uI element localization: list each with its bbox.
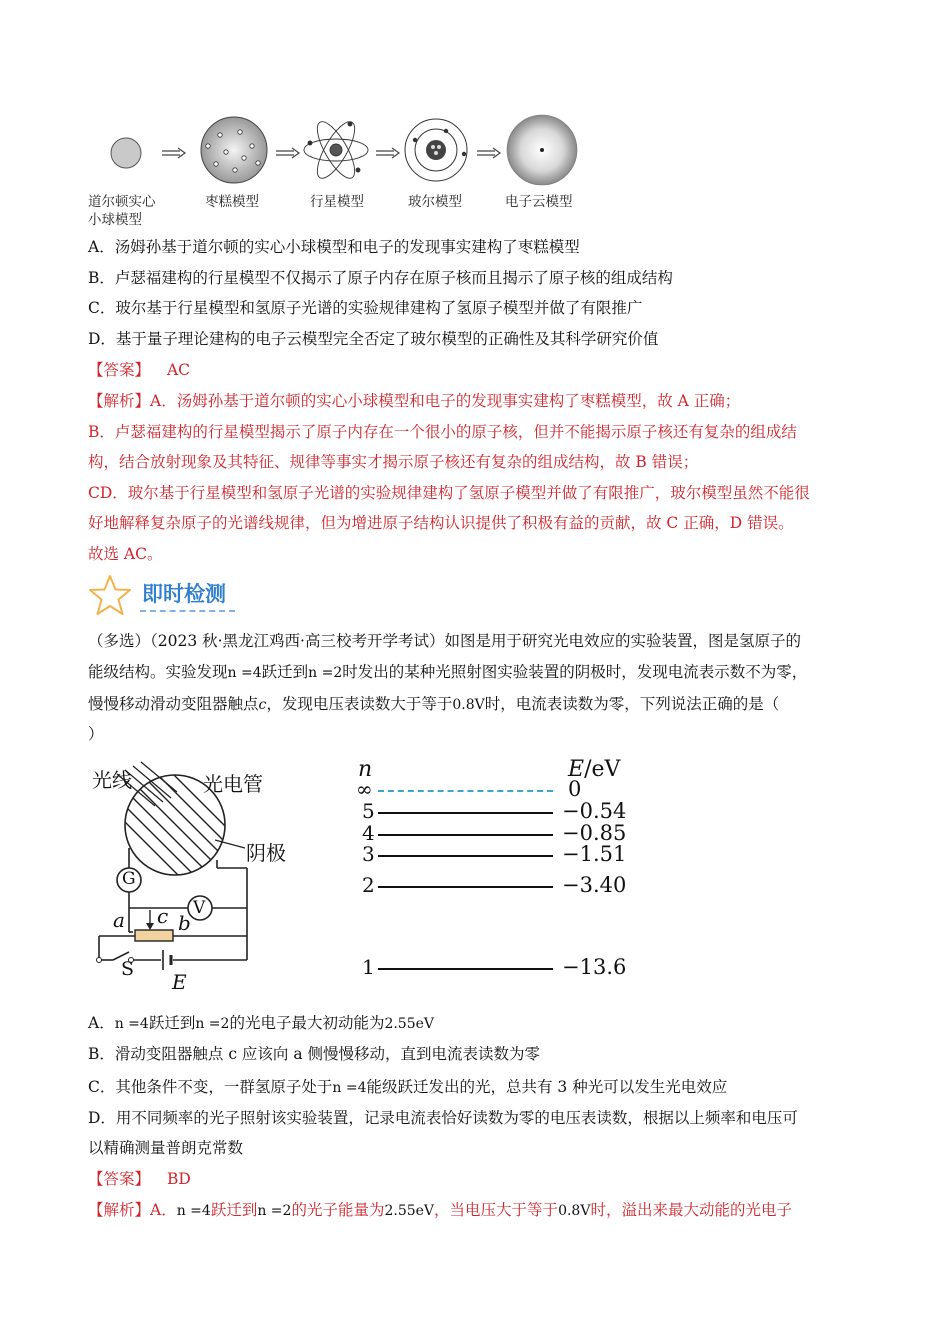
q2-stem-1: （多选）（2023 秋·黑龙江鸡西·高三校考开学考试）如图是用于研究光电效应的实验装置，图是氢原子的 — [88, 632, 801, 650]
section-title: 即时检测 — [142, 582, 226, 606]
bohr-model-icon — [405, 119, 467, 181]
energy-e-header: E/eV — [568, 757, 621, 782]
section-underline — [140, 610, 235, 612]
energy-level-value: −1.51 — [562, 842, 627, 866]
energy-level-n: 1 — [362, 955, 375, 979]
q1-analysis-6: 故选 AC。 — [88, 545, 163, 563]
label-b: b — [178, 911, 191, 935]
energy-level-value: 0 — [568, 777, 582, 801]
q2-option-a: A．n =4跃迁到n =2的光电子最大初动能为2.55eV — [88, 1014, 435, 1032]
q1-analysis-4: CD．玻尔基于行星模型和氢原子光谱的实验规律建构了氢原子模型并做了有限推广，玻尔模型虽然不能很 — [88, 484, 810, 502]
q2-stem-3: 慢慢移动滑动变阻器触点c，发现电压表读数大于等于0.8V时，电流表读数为零，下列说法正确的是（ — [88, 695, 780, 713]
model-caption-dalton-2: 小球模型 — [88, 212, 142, 228]
label-switch: S — [121, 958, 135, 980]
label-voltmeter: V — [193, 898, 206, 918]
energy-n-header: n — [358, 757, 373, 782]
q2-stem-4: ） — [88, 725, 104, 743]
label-c: c — [157, 904, 169, 928]
q1-option-a: A．汤姆孙基于道尔顿的实心小球模型和电子的发现事实建构了枣糕模型 — [88, 238, 580, 256]
energy-level-line — [378, 855, 553, 857]
math-voltage: 0.8V — [452, 697, 485, 713]
model-caption-cloud: 电子云模型 — [505, 194, 573, 210]
energy-level-n: 3 — [362, 842, 375, 866]
label-emf: E — [172, 970, 187, 994]
q1-option-c: C．玻尔基于行星模型和氢原子光谱的实验规律建构了氢原子模型并做了有限推广 — [88, 299, 643, 317]
arrow-icon — [276, 148, 299, 158]
plum-pudding-model-icon — [201, 117, 267, 183]
math-c: c — [258, 697, 267, 713]
q1-analysis-1 — [88, 391, 740, 411]
model-caption-plum: 枣糕模型 — [205, 194, 259, 210]
q1-analysis-5: 好地解释复杂原子的光谱线规律，但为增进原子结构认识提供了积极有益的贡献，故 C 正确，D 错误。 — [88, 514, 794, 532]
label-phototube: 光电管 — [203, 772, 263, 796]
arrow-icon — [162, 148, 185, 158]
model-caption-bohr: 玻尔模型 — [408, 194, 462, 210]
label-galvanometer: G — [122, 869, 136, 889]
energy-level-n: ∞ — [356, 777, 373, 801]
planetary-model-icon — [304, 117, 368, 183]
answer-label: 【答案】 — [88, 361, 151, 379]
energy-level-n: 2 — [362, 873, 375, 897]
energy-level-line — [378, 834, 553, 836]
q2-option-c: C．其他条件不变，一群氢原子处于n =4能级跃迁发出的光，总共有 3 种光可以发生光电效应 — [88, 1078, 728, 1096]
label-light: 光线 — [92, 768, 132, 792]
arrow-icon — [376, 148, 399, 158]
q2-stem-2: 能级结构。实验发现n =4跃迁到n =2时发出的某种光照射图实验装置的阴极时，发现电流表示数不为零， — [88, 663, 808, 681]
energy-level-value: −0.85 — [562, 821, 627, 845]
energy-level-n: 4 — [362, 821, 375, 845]
math-n2: n =2 — [308, 665, 343, 681]
analysis-label: 【解析】 — [88, 392, 151, 410]
energy-level-value: −3.40 — [562, 873, 627, 897]
star-icon — [88, 574, 132, 616]
model-caption-planetary: 行星模型 — [310, 194, 364, 210]
label-a: a — [113, 908, 125, 932]
q2-answer: 【答案】 BD — [88, 1170, 191, 1188]
model-caption-dalton: 道尔顿实心 — [88, 194, 156, 210]
label-cathode: 阴极 — [246, 841, 286, 865]
electron-cloud-model-icon — [507, 115, 577, 185]
energy-level-line — [378, 790, 553, 792]
energy-level-value: −13.6 — [562, 955, 627, 979]
answer-value: AC — [166, 361, 191, 379]
dalton-model-icon — [111, 138, 141, 168]
q2-option-d-1: D．用不同频率的光子照射该实验装置，记录电流表恰好读数为零的电压表读数，根据以上频率和电压可 — [88, 1109, 798, 1127]
math-n4: n =4 — [227, 665, 262, 681]
energy-level-value: −0.54 — [562, 799, 627, 823]
energy-level-line — [378, 968, 553, 970]
analysis-text: A．汤姆孙基于道尔顿的实心小球模型和电子的发现事实建构了枣糕模型，故 A 正确； — [150, 392, 741, 410]
q2-option-d-2: 以精确测量普朗克常数 — [88, 1139, 244, 1157]
arrow-icon — [477, 148, 500, 158]
q1-option-b: B．卢瑟福建构的行星模型不仅揭示了原子内存在原子核而且揭示了原子核的组成结构 — [88, 269, 673, 287]
energy-level-line — [378, 812, 553, 814]
energy-level-n: 5 — [362, 799, 375, 823]
q1-option-d: D．基于量子理论建构的电子云模型完全否定了玻尔模型的正确性及其科学研究价值 — [88, 330, 659, 348]
q1-answer — [88, 360, 190, 380]
q1-analysis-3: 构，结合放射现象及其特征、规律等事实才揭示原子核还有复杂的组成结构，故 B 错误； — [88, 453, 699, 471]
q2-option-b: B．滑动变阻器触点 c 应该向 a 侧慢慢移动，直到电流表读数为零 — [88, 1045, 541, 1063]
q1-analysis-2: B．卢瑟福建构的行星模型揭示了原子内存在一个很小的原子核，但并不能揭示原子核还有复杂的组成结 — [88, 423, 797, 441]
q2-analysis-1: 【解析】A．n =4跃迁到n =2的光子能量为2.55eV，当电压大于等于0.8V时，溢出来最大动能的光电子 — [88, 1201, 792, 1219]
energy-level-line — [378, 886, 553, 888]
